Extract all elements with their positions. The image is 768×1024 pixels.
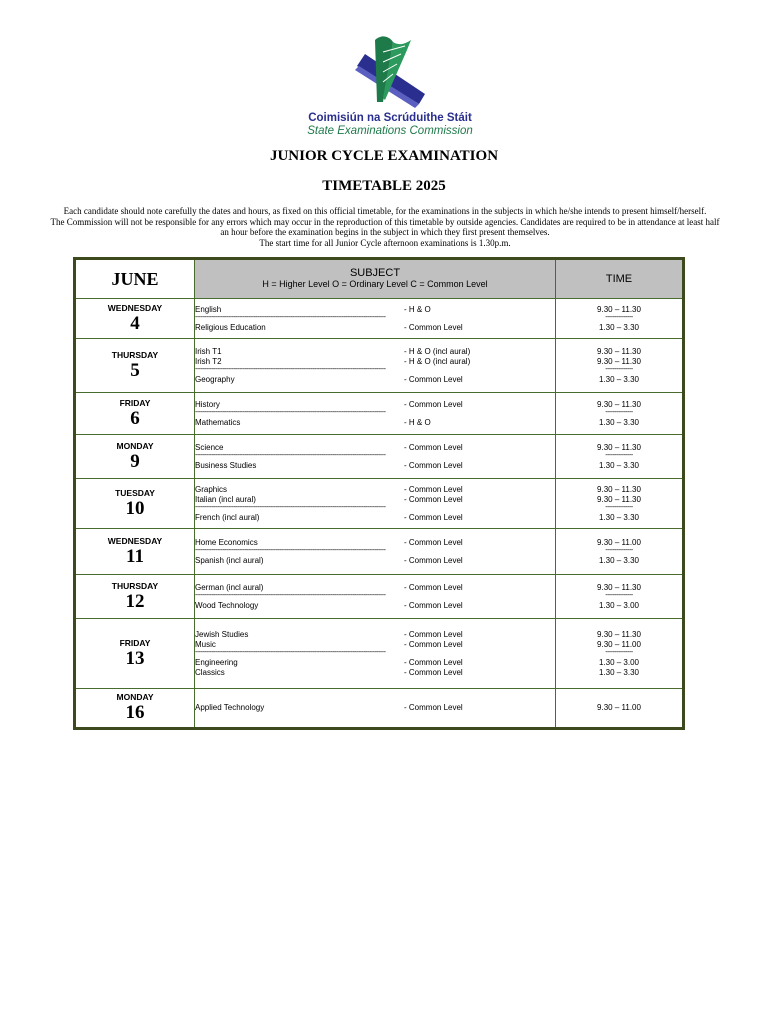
separator-dashes: -------------------------------------------------------------------------------------------------------- bbox=[195, 592, 386, 599]
day-cell bbox=[75, 479, 195, 529]
sec-logo bbox=[300, 32, 480, 138]
exam-level: - Common Level bbox=[404, 703, 463, 712]
exam-subject: Jewish Studies bbox=[195, 629, 249, 639]
day-cell bbox=[75, 393, 195, 435]
separator-dashes: -------------------------------------------------------------------------------------------------------- bbox=[195, 409, 386, 416]
exam-level: - H & O (incl aural) bbox=[404, 346, 471, 356]
timetable-header-row bbox=[75, 259, 684, 299]
time-header: TIME bbox=[556, 259, 684, 299]
day-name: FRIDAY bbox=[119, 397, 151, 408]
level-key: H = Higher Level O = Ordinary Level C = Common Level bbox=[262, 279, 488, 289]
times-cell bbox=[556, 689, 684, 729]
day-date: 5 bbox=[130, 359, 140, 381]
day-cell bbox=[75, 299, 195, 339]
day-cell bbox=[75, 575, 195, 619]
exam-level: - Common Level bbox=[404, 629, 463, 639]
exam-subject: Irish T1 bbox=[195, 346, 222, 356]
subjects-cell bbox=[195, 339, 556, 393]
exam-time: 1.30 – 3.30 bbox=[598, 417, 640, 427]
exam-entry bbox=[195, 305, 555, 315]
exam-entry bbox=[195, 357, 555, 367]
intro-paragraph: The start time for all Junior Cycle afternoon examinations is 1.30p.m. bbox=[259, 237, 511, 248]
separator-dashes: --------------- bbox=[605, 314, 633, 321]
table-row bbox=[75, 689, 684, 729]
timetable bbox=[73, 257, 685, 730]
org-name-english: State Examinations Commission bbox=[307, 125, 473, 137]
day-cell bbox=[75, 619, 195, 689]
exam-subject: Wood Technology bbox=[195, 600, 259, 610]
separator-dashes: --------------- bbox=[605, 409, 633, 416]
separator-dashes: -------------------------------------------------------------------------------------------------------- bbox=[195, 504, 386, 511]
separator-dashes: --------------- bbox=[605, 649, 633, 656]
times-cell bbox=[556, 435, 684, 479]
separator-dashes: -------------------------------------------------------------------------------------------------------- bbox=[195, 314, 386, 321]
exam-time: 9.30 – 11.30 bbox=[597, 442, 641, 452]
separator-dashes: -------------------------------------------------------------------------------------------------------- bbox=[195, 547, 386, 554]
subject-header bbox=[195, 259, 556, 299]
exam-subject: Graphics bbox=[195, 484, 228, 494]
exam-time: 9.30 – 11.30 bbox=[597, 629, 641, 639]
exam-time: 1.30 – 3.30 bbox=[598, 555, 640, 565]
exam-entry bbox=[195, 658, 555, 668]
exam-entry bbox=[195, 556, 555, 566]
table-row bbox=[75, 339, 684, 393]
subjects-cell bbox=[195, 393, 556, 435]
exam-entry bbox=[195, 601, 555, 611]
subjects-cell bbox=[195, 689, 556, 729]
day-name: TUESDAY bbox=[115, 487, 155, 498]
exam-level: - Common Level bbox=[404, 512, 463, 522]
document-subtitle: TIMETABLE 2025 bbox=[322, 178, 446, 194]
exam-level: - Common Level bbox=[404, 460, 463, 470]
day-date: 11 bbox=[126, 545, 144, 567]
exam-subject: Italian (incl aural) bbox=[195, 494, 256, 504]
subjects-cell bbox=[195, 575, 556, 619]
exam-entry bbox=[195, 461, 555, 471]
times-cell bbox=[556, 299, 684, 339]
separator-dashes: --------------- bbox=[605, 504, 633, 511]
separator-dashes: --------------- bbox=[605, 366, 633, 373]
exam-time: 9.30 – 11.30 bbox=[597, 484, 641, 494]
exam-entry bbox=[195, 418, 555, 428]
day-date: 12 bbox=[125, 590, 145, 612]
exam-time: 1.30 – 3.30 bbox=[598, 322, 640, 332]
exam-level: - Common Level bbox=[404, 667, 463, 677]
exam-level: - Common Level bbox=[404, 657, 463, 667]
day-name: FRIDAY bbox=[119, 637, 151, 648]
exam-subject: Music bbox=[195, 639, 216, 649]
exam-time: 9.30 – 11.30 bbox=[597, 399, 641, 409]
subjects-cell bbox=[195, 479, 556, 529]
table-row bbox=[75, 479, 684, 529]
intro-paragraph: The Commission will not be responsible for any errors which may occur in the reproduction of this timetable by outside agencies. Candidates are required to be in attendance at least half an hour before the examination begins in the subject in which they first present themselves. bbox=[50, 216, 720, 237]
separator-dashes: --------------- bbox=[605, 547, 633, 554]
day-date: 4 bbox=[130, 312, 140, 334]
exam-subject: Home Economics bbox=[195, 537, 258, 547]
exam-entry bbox=[195, 703, 555, 713]
exam-level: - Common Level bbox=[404, 322, 463, 332]
exam-time: 9.30 – 11.30 bbox=[597, 346, 641, 356]
exam-level: - Common Level bbox=[404, 442, 463, 452]
exam-subject: Irish T2 bbox=[195, 356, 222, 366]
subjects-cell bbox=[195, 529, 556, 575]
exam-subject: Mathematics bbox=[195, 417, 241, 427]
exam-level: - Common Level bbox=[404, 582, 463, 592]
exam-time: 9.30 – 11.30 bbox=[597, 494, 641, 504]
times-cell bbox=[556, 339, 684, 393]
exam-entry bbox=[195, 485, 555, 495]
day-cell bbox=[75, 689, 195, 729]
times-cell bbox=[556, 619, 684, 689]
exam-entry bbox=[195, 347, 555, 357]
day-date: 10 bbox=[125, 497, 145, 519]
timetable-body bbox=[75, 299, 684, 729]
day-name: WEDNESDAY bbox=[107, 535, 163, 546]
exam-time: 9.30 – 11.00 bbox=[597, 537, 641, 547]
exam-subject: Classics bbox=[195, 667, 225, 677]
subjects-cell bbox=[195, 299, 556, 339]
exam-level: - Common Level bbox=[404, 600, 463, 610]
day-name: MONDAY bbox=[116, 440, 154, 451]
exam-subject: French (incl aural) bbox=[195, 512, 260, 522]
exam-time: 9.30 – 11.30 bbox=[597, 582, 641, 592]
times-cell bbox=[556, 479, 684, 529]
exam-entry bbox=[195, 513, 555, 523]
day-cell bbox=[75, 339, 195, 393]
exam-entry bbox=[195, 640, 555, 650]
exam-level: - Common Level bbox=[404, 374, 463, 384]
exam-time: 1.30 – 3.00 bbox=[598, 600, 640, 610]
table-row bbox=[75, 299, 684, 339]
table-row bbox=[75, 575, 684, 619]
separator-dashes: -------------------------------------------------------------------------------------------------------- bbox=[195, 452, 386, 459]
intro-text bbox=[50, 206, 720, 248]
day-cell bbox=[75, 529, 195, 575]
exam-subject: Religious Education bbox=[195, 322, 266, 332]
exam-time: 1.30 – 3.00 bbox=[598, 657, 640, 667]
exam-entry bbox=[195, 538, 555, 548]
times-cell bbox=[556, 393, 684, 435]
separator-dashes: --------------- bbox=[605, 452, 633, 459]
day-name: WEDNESDAY bbox=[107, 302, 163, 313]
exam-subject: German (incl aural) bbox=[195, 582, 264, 592]
exam-level: - Common Level bbox=[404, 537, 463, 547]
exam-time: 1.30 – 3.30 bbox=[598, 667, 640, 677]
exam-subject: English bbox=[195, 304, 222, 314]
exam-time: 9.30 – 11.30 bbox=[597, 304, 641, 314]
table-row bbox=[75, 435, 684, 479]
intro-paragraph: Each candidate should note carefully the dates and hours, as fixed on this official timetable, for the examinations in the subjects in which he/she intends to present himself/herself. bbox=[63, 206, 707, 216]
exam-entry bbox=[195, 443, 555, 453]
exam-time: 1.30 – 3.30 bbox=[598, 460, 640, 470]
times-cell bbox=[556, 529, 684, 575]
month-header: JUNE bbox=[75, 259, 195, 299]
exam-subject: Science bbox=[195, 442, 224, 452]
exam-level: - H & O (incl aural) bbox=[404, 356, 471, 366]
exam-entry bbox=[195, 400, 555, 410]
exam-entry bbox=[195, 375, 555, 385]
separator-dashes: --------------- bbox=[605, 592, 633, 599]
exam-level: - Common Level bbox=[404, 494, 463, 504]
times-cell bbox=[556, 575, 684, 619]
day-date: 13 bbox=[125, 647, 145, 669]
exam-subject: Spanish (incl aural) bbox=[195, 555, 264, 565]
exam-level: - Common Level bbox=[404, 555, 463, 565]
exam-subject: Engineering bbox=[195, 657, 238, 667]
day-date: 6 bbox=[130, 407, 140, 429]
separator-dashes: -------------------------------------------------------------------------------------------------------- bbox=[195, 649, 386, 656]
exam-time: 9.30 – 11.30 bbox=[597, 356, 641, 366]
day-name: MONDAY bbox=[116, 692, 154, 702]
day-date: 9 bbox=[130, 450, 140, 472]
harp-icon bbox=[335, 32, 445, 110]
table-row bbox=[75, 619, 684, 689]
subjects-cell bbox=[195, 435, 556, 479]
exam-subject: Geography bbox=[195, 374, 235, 384]
day-name: THURSDAY bbox=[111, 349, 159, 360]
org-name-irish: Coimisiún na Scrúduithe Stáit bbox=[308, 112, 472, 124]
exam-time: 1.30 – 3.30 bbox=[598, 374, 640, 384]
day-name: THURSDAY bbox=[111, 580, 159, 591]
document-title: JUNIOR CYCLE EXAMINATION bbox=[269, 148, 499, 164]
day-cell bbox=[75, 435, 195, 479]
table-row bbox=[75, 529, 684, 575]
exam-subject: Business Studies bbox=[195, 460, 257, 470]
subject-header-label: SUBJECT bbox=[349, 267, 401, 279]
exam-entry bbox=[195, 668, 555, 678]
exam-subject: History bbox=[195, 399, 220, 409]
exam-entry bbox=[195, 583, 555, 593]
exam-entry bbox=[195, 495, 555, 505]
exam-entry bbox=[195, 323, 555, 333]
exam-entry bbox=[195, 630, 555, 640]
separator-dashes: -------------------------------------------------------------------------------------------------------- bbox=[195, 366, 386, 373]
exam-time: 9.30 – 11.00 bbox=[597, 703, 641, 712]
day-date: 16 bbox=[125, 702, 145, 723]
exam-level: - H & O bbox=[404, 304, 431, 314]
exam-time: 1.30 – 3.30 bbox=[598, 512, 640, 522]
subjects-cell bbox=[195, 619, 556, 689]
exam-subject: Applied Technology bbox=[195, 703, 265, 712]
table-row bbox=[75, 393, 684, 435]
exam-level: - Common Level bbox=[404, 639, 463, 649]
exam-level: - Common Level bbox=[404, 484, 463, 494]
exam-level: - H & O bbox=[404, 417, 431, 427]
exam-time: 9.30 – 11.00 bbox=[597, 639, 641, 649]
exam-level: - Common Level bbox=[404, 399, 463, 409]
